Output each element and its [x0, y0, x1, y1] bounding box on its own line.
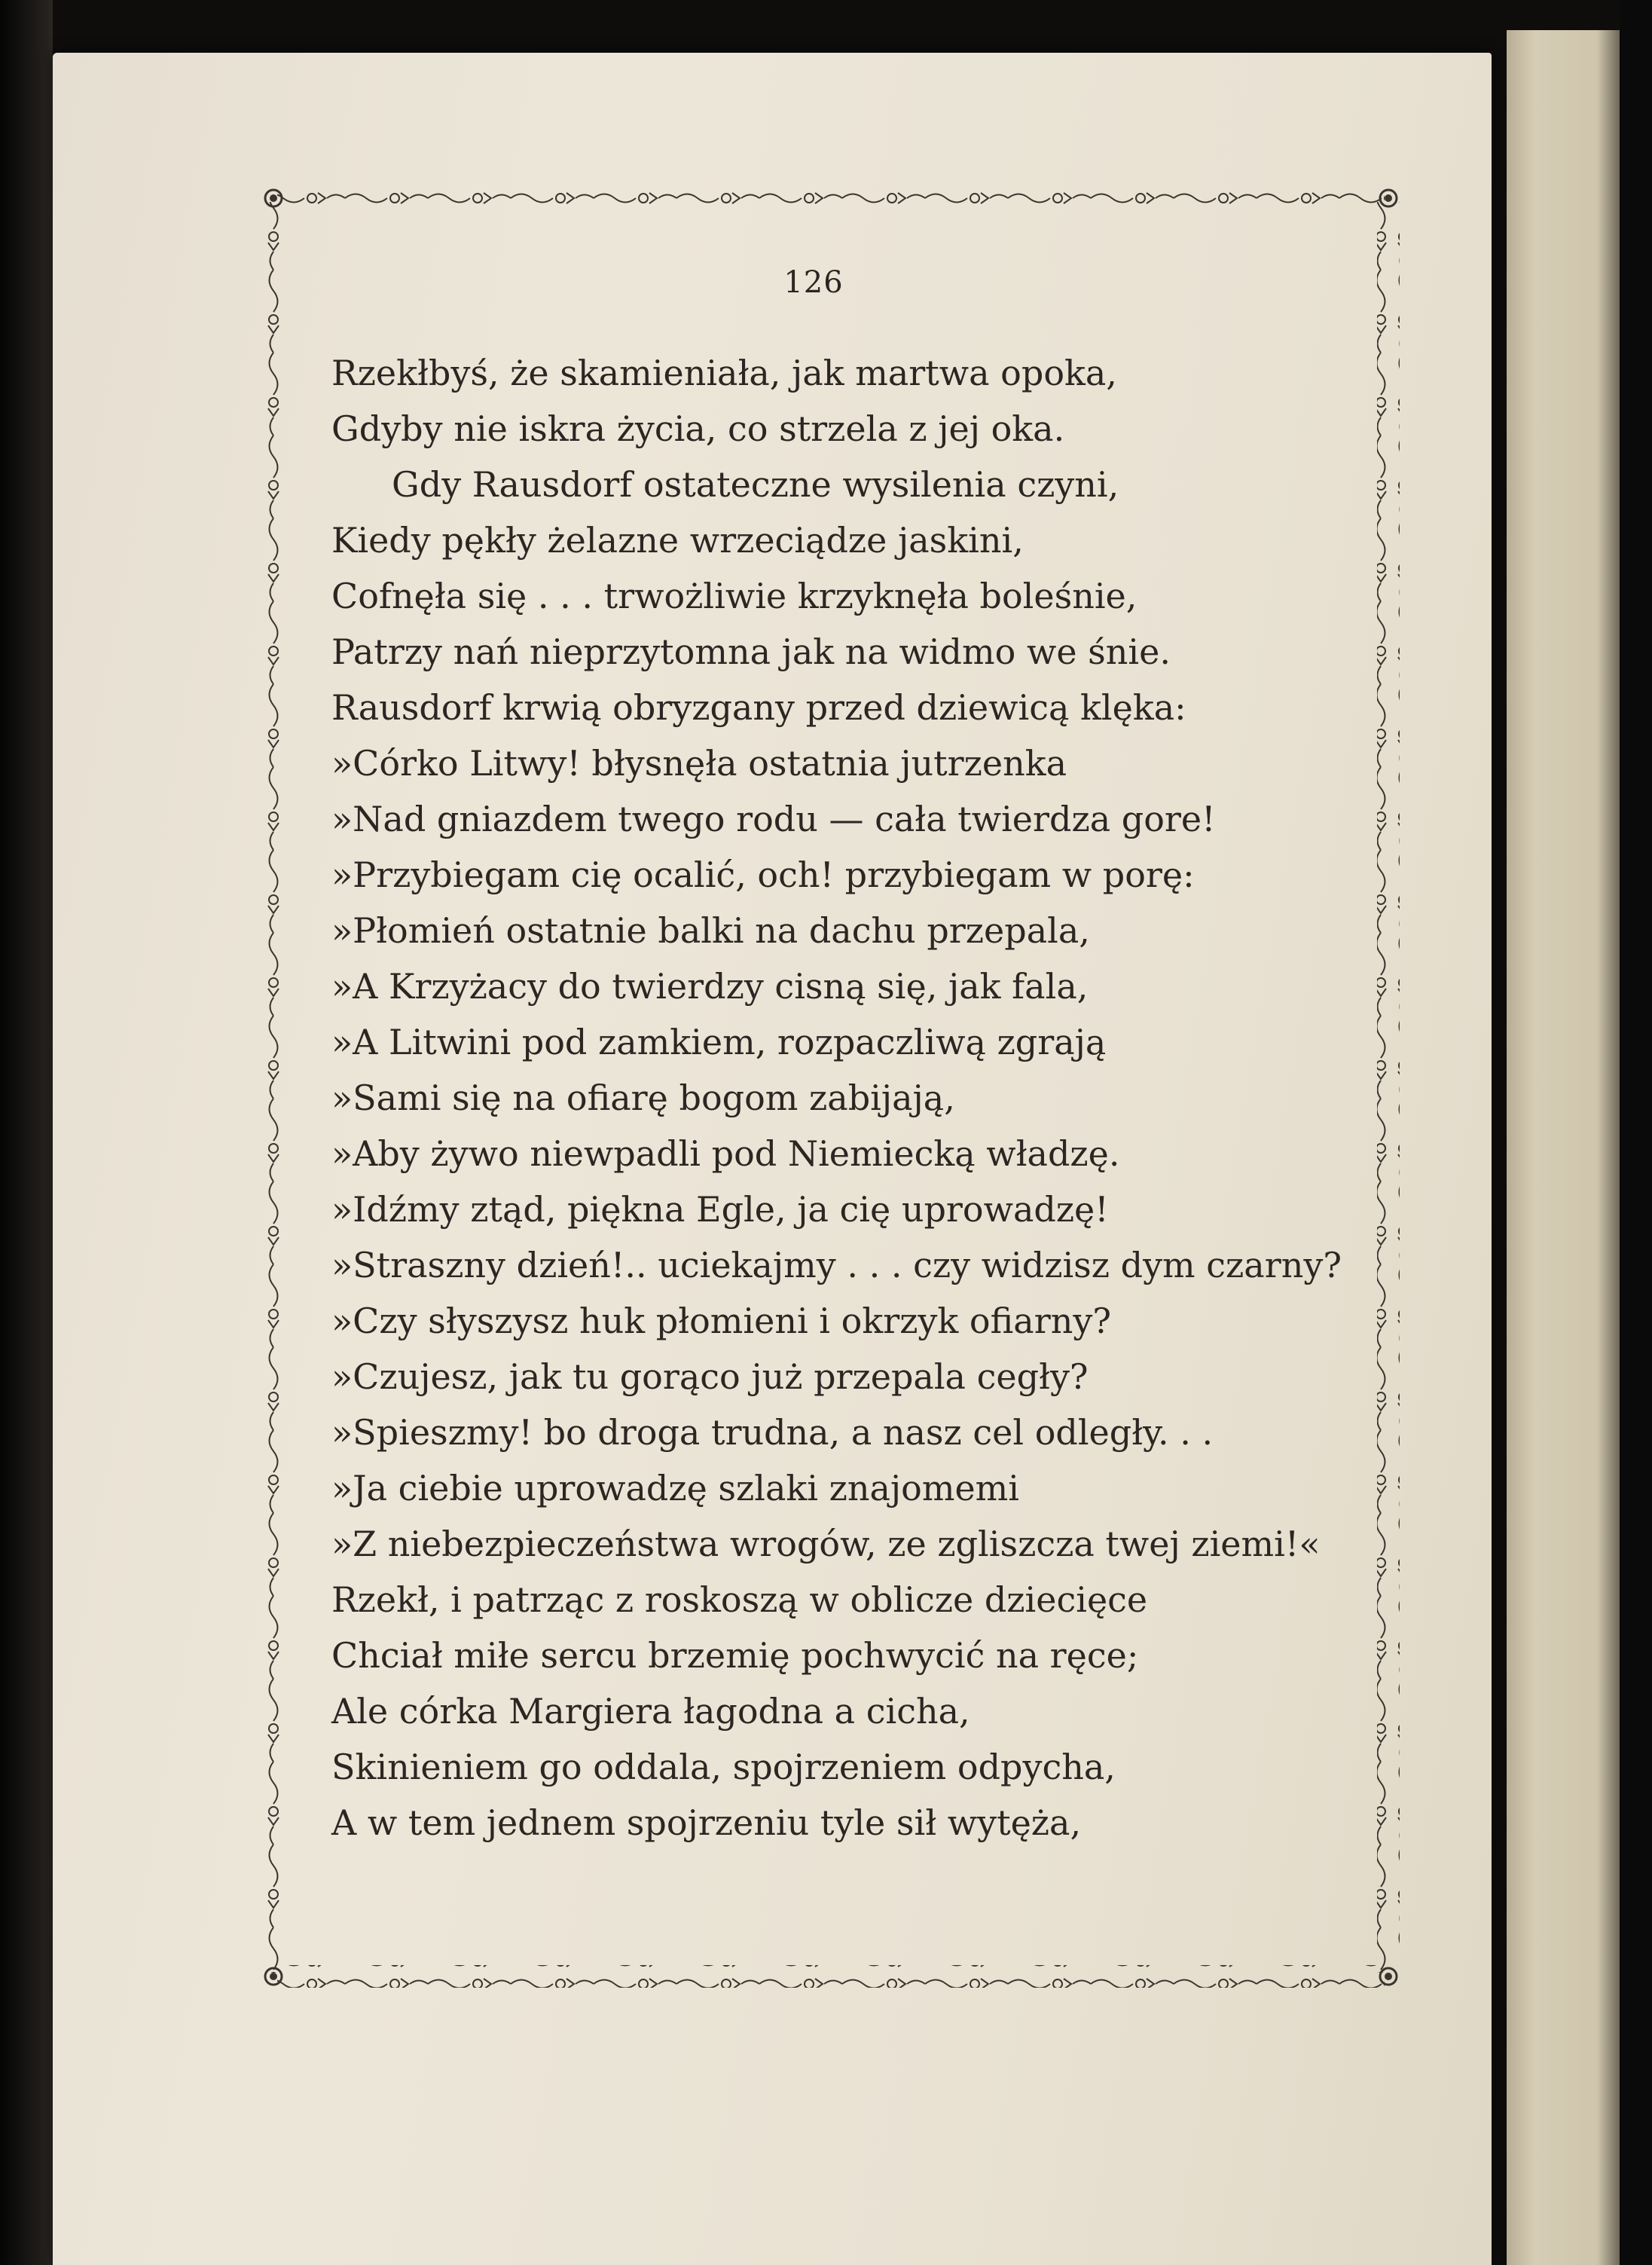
- verse-line: »Córko Litwy! błysnęła ostatnia jutrzenka: [331, 743, 1067, 784]
- verse-line: »A Litwini pod zamkiem, rozpaczliwą zgrają: [331, 1022, 1107, 1062]
- verse-line: »Straszny dzień!.. uciekajmy . . . czy widzisz dym czarny?: [331, 1245, 1342, 1285]
- verse-line: »Spieszmy! bo droga trudna, a nasz cel odległy. . .: [331, 1412, 1214, 1453]
- verse-line: »Czujesz, jak tu gorąco już przepala cegły?: [331, 1356, 1089, 1397]
- poem-text: [331, 345, 1386, 1851]
- verse-line: »Czy słyszysz huk płomieni i okrzyk ofiarny?: [331, 1301, 1111, 1341]
- verse-line: »Ja ciebie uprowadzę szlaki znajomemi: [331, 1468, 1020, 1508]
- next-page-edge: [1507, 30, 1620, 2265]
- verse-line: Rzekł, i patrząc z roskoszą w oblicze dziecięce: [331, 1579, 1148, 1620]
- verse-line: Patrzy nań nieprzytomna jak na widmo we śnie.: [331, 631, 1171, 672]
- verse-line: Rzekłbyś, że skamieniała, jak martwa opoka,: [331, 353, 1117, 393]
- verse-line: Cofnęła się . . . trwożliwie krzyknęła boleśnie,: [331, 576, 1137, 616]
- page-number: 126: [783, 265, 844, 300]
- verse-line: Skinieniem go oddala, spojrzeniem odpycha,: [331, 1747, 1116, 1787]
- verse-line: Ale córka Margiera łagodna a cicha,: [331, 1691, 970, 1732]
- verse-line: Gdy Rausdorf ostateczne wysilenia czyni,: [392, 464, 1119, 505]
- verse-line: »A Krzyżacy do twierdzy cisną się, jak fala,: [331, 966, 1089, 1007]
- verse-line: Chciał miłe sercu brzemię pochwycić na ręce;: [331, 1635, 1139, 1676]
- verse-line: A w tem jednem spojrzeniu tyle sił wytęża,: [331, 1802, 1082, 1843]
- verse-line: »Z niebezpieczeństwa wrogów, ze zgliszcza twej ziemi!«: [331, 1524, 1321, 1564]
- verse-line: »Aby żywo niewpadli pod Niemiecką władzę.: [331, 1133, 1120, 1174]
- verse-line: »Nad gniazdem twego rodu — cała twierdza gore!: [331, 799, 1216, 839]
- verse-line: Gdyby nie iskra życia, co strzela z jej oka.: [331, 408, 1065, 449]
- verse-line: »Przybiegam cię ocalić, och! przybiegam w porę:: [331, 854, 1195, 895]
- verse-line: Rausdorf krwią obryzgany przed dziewicą klęka:: [331, 687, 1186, 728]
- book-cover-edge: [0, 0, 53, 2265]
- background-right: [1620, 0, 1652, 2265]
- verse-line: »Sami się na ofiarę bogom zabijają,: [331, 1077, 955, 1118]
- verse-line: Kiedy pękły żelazne wrzeciądze jaskini,: [331, 520, 1024, 561]
- verse-line: »Idźmy ztąd, piękna Egle, ja cię uprowadzę!: [331, 1189, 1109, 1230]
- verse-line: »Płomień ostatnie balki na dachu przepala,: [331, 910, 1090, 951]
